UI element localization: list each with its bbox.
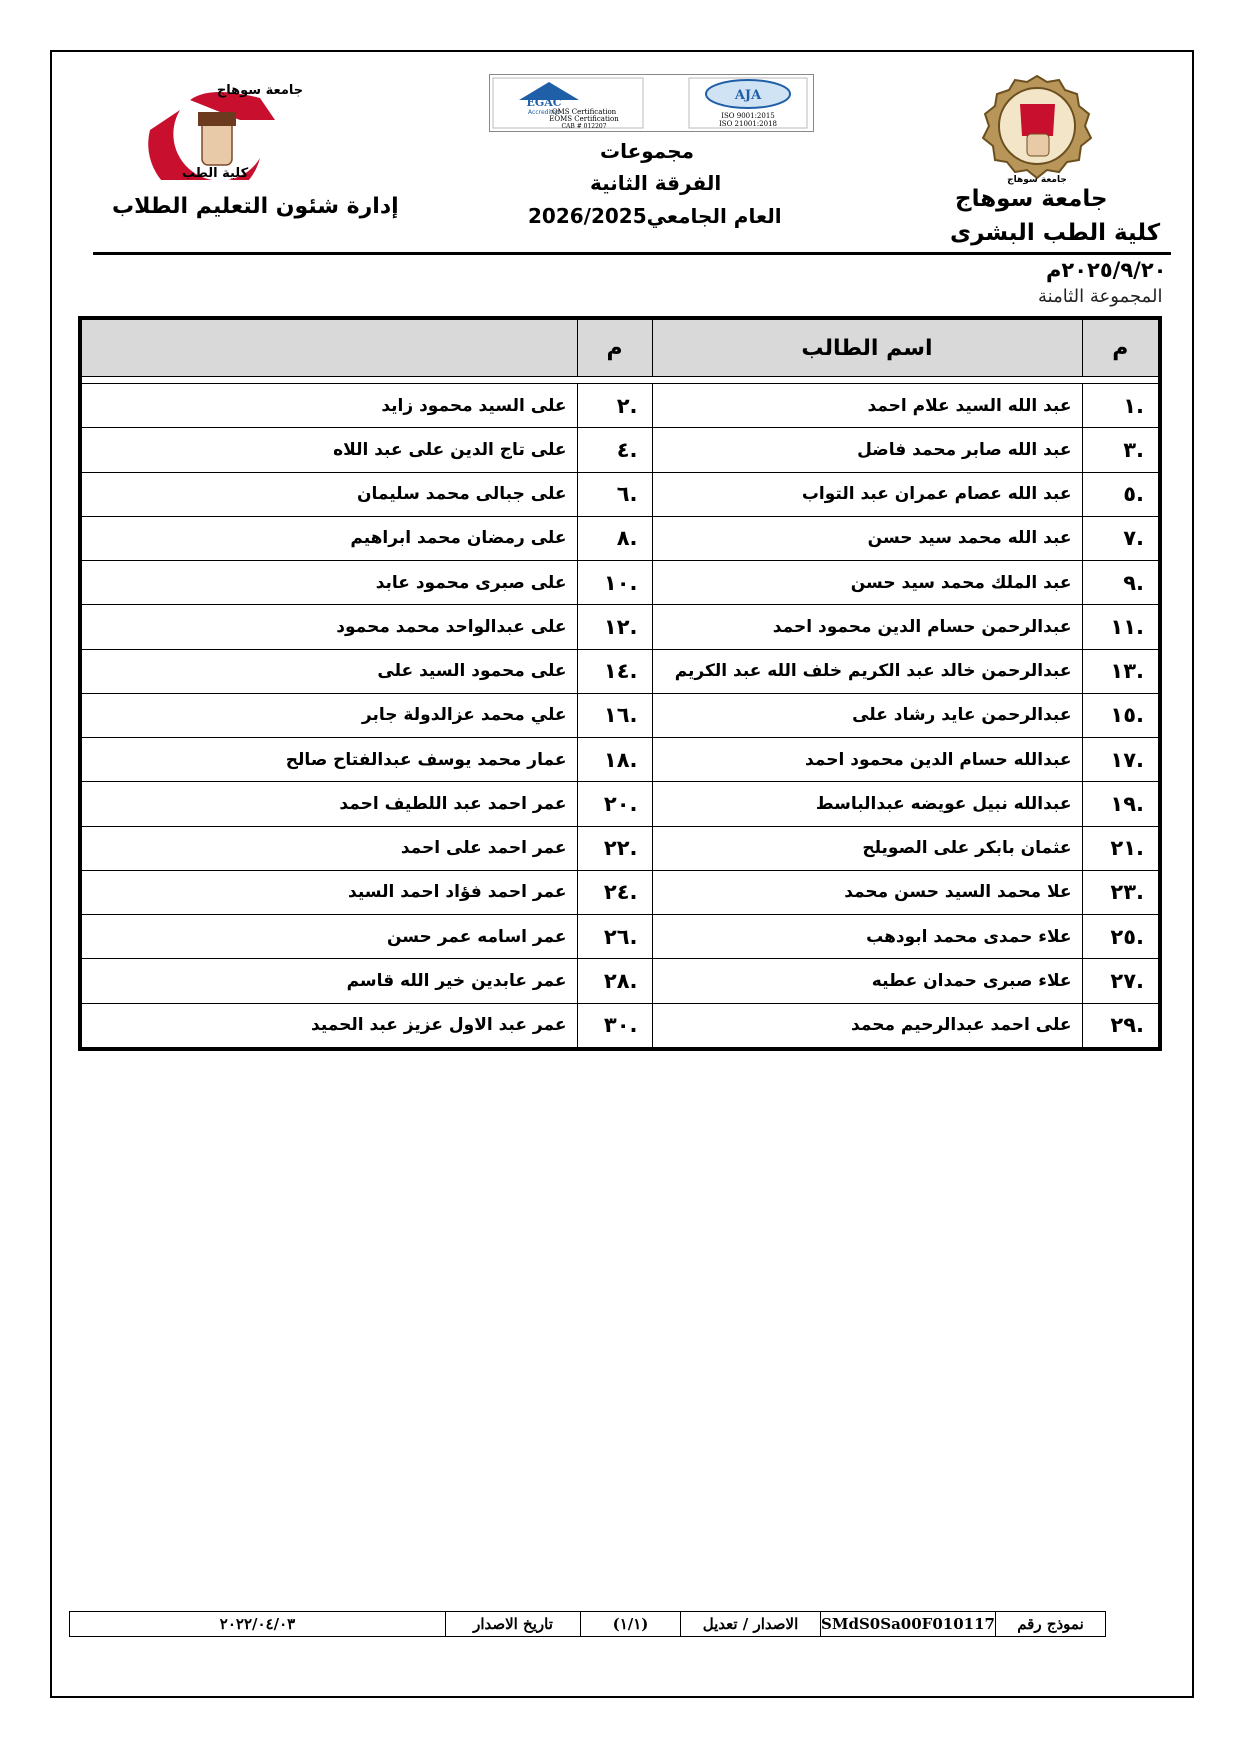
student-name: علي محمد عزالدولة جابر — [80, 693, 577, 737]
cert-egac: EGAC — [526, 96, 562, 109]
university-seal — [975, 74, 1100, 186]
seal-text: جامعة سوهاج — [1007, 175, 1067, 185]
row-number: .١٤ — [577, 649, 652, 693]
row-number: .٢٧ — [1082, 959, 1160, 1003]
row-number: .٧ — [1082, 516, 1160, 560]
edition-label: الاصدار / تعديل — [681, 1612, 821, 1637]
student-name: على جبالى محمد سليمان — [80, 472, 577, 516]
form-footer — [69, 1611, 1106, 1637]
group-label: المجموعة الثامنة — [1038, 286, 1163, 307]
svg-text:ISO 21001:2018: ISO 21001:2018 — [719, 120, 777, 128]
row-number: .١٧ — [1082, 738, 1160, 782]
row-number: .١٩ — [1082, 782, 1160, 826]
student-name: على رمضان محمد ابراهيم — [80, 516, 577, 560]
table-row — [80, 959, 1160, 1003]
table-row — [80, 915, 1160, 959]
row-number: .٢٢ — [577, 826, 652, 870]
col-header-num-2: م — [577, 318, 652, 377]
row-number: .٢٩ — [1082, 1003, 1160, 1049]
col-header-num: م — [1082, 318, 1160, 377]
logo-left-top-text: جامعة سوهاج — [216, 83, 304, 98]
student-name: عمر عابدين خير الله قاسم — [80, 959, 577, 1003]
row-number: .٢٣ — [1082, 870, 1160, 914]
university-name: جامعة سوهاج — [955, 186, 1108, 212]
table-row — [80, 693, 1160, 737]
table-row — [80, 561, 1160, 605]
row-number: .٥ — [1082, 472, 1160, 516]
row-number: .٢٠ — [577, 782, 652, 826]
student-name: على صبرى محمود عابد — [80, 561, 577, 605]
row-number: .٢٨ — [577, 959, 652, 1003]
title-line-2: الفرقة الثانية — [590, 171, 722, 195]
title-line-1: مجموعات — [600, 139, 695, 163]
student-name: عبد الله محمد سيد حسن — [652, 516, 1082, 560]
row-number: .٩ — [1082, 561, 1160, 605]
edition-value: (١/١) — [581, 1612, 681, 1637]
student-name: عمار محمد يوسف عبدالفتاح صالح — [80, 738, 577, 782]
svg-text:ISO 9001:2015: ISO 9001:2015 — [721, 112, 775, 120]
row-number: .٢ — [577, 384, 652, 428]
faculty-logo — [110, 80, 310, 180]
students-table — [78, 316, 1162, 1051]
table-row — [80, 649, 1160, 693]
student-name: علاء صبرى حمدان عطيه — [652, 959, 1082, 1003]
table-row — [80, 738, 1160, 782]
student-name: عمر احمد على احمد — [80, 826, 577, 870]
student-name: على تاج الدين على عبد اللاه — [80, 428, 577, 472]
table-header-row — [80, 318, 1160, 377]
header-divider — [93, 252, 1171, 255]
table-row — [80, 826, 1160, 870]
student-name: عبد الله عصام عمران عبد التواب — [652, 472, 1082, 516]
table-row — [80, 472, 1160, 516]
form-number-label: نموذج رقم — [996, 1612, 1106, 1637]
student-name: عمر احمد فؤاد احمد السيد — [80, 870, 577, 914]
svg-text:EOMS Certification: EOMS Certification — [549, 115, 619, 123]
row-number: .١٥ — [1082, 693, 1160, 737]
logo-left-bottom-text: كلية الطب — [181, 166, 249, 180]
row-number: .٦ — [577, 472, 652, 516]
student-name: على محمود السيد على — [80, 649, 577, 693]
student-name: عبد الله صابر محمد فاضل — [652, 428, 1082, 472]
student-name: عمر عبد الاول عزيز عبد الحميد — [80, 1003, 577, 1049]
certification-badges — [489, 74, 814, 132]
row-number: .٢٥ — [1082, 915, 1160, 959]
col-header-name-2 — [80, 318, 577, 377]
row-number: .١٦ — [577, 693, 652, 737]
student-name: علاء حمدى محمد ابودهب — [652, 915, 1082, 959]
student-name: عبدالرحمن عايد رشاد على — [652, 693, 1082, 737]
student-name: على عبدالواحد محمد محمود — [80, 605, 577, 649]
table-row — [80, 782, 1160, 826]
document-date: ٢٠٢٥/٩/٢٠م — [1046, 258, 1167, 282]
row-number: .٨ — [577, 516, 652, 560]
student-name: عبدالله نبيل عويضه عبدالباسط — [652, 782, 1082, 826]
student-name: على السيد محمود زايد — [80, 384, 577, 428]
table-row — [80, 384, 1160, 428]
issue-date: ٢٠٢٢/٠٤/٠٣ — [70, 1612, 446, 1637]
row-number: .٤ — [577, 428, 652, 472]
form-number: SMdS0Sa00F010117 — [821, 1612, 996, 1637]
svg-text:QMS Certification: QMS Certification — [551, 108, 617, 116]
student-name: علا محمد السيد حسن محمد — [652, 870, 1082, 914]
table-row — [80, 1003, 1160, 1049]
row-number: .١٠ — [577, 561, 652, 605]
issue-date-label: تاريخ الاصدار — [446, 1612, 581, 1637]
col-header-name: اسم الطالب — [652, 318, 1082, 377]
row-number: .٢٦ — [577, 915, 652, 959]
row-number: .٣٠ — [577, 1003, 652, 1049]
title-line-3: العام الجامعي2026/2025 — [528, 204, 782, 228]
svg-text:CAB # 012207: CAB # 012207 — [561, 123, 607, 130]
faculty-name: كلية الطب البشرى — [950, 220, 1161, 246]
student-name: على احمد عبدالرحيم محمد — [652, 1003, 1082, 1049]
table-row — [80, 605, 1160, 649]
row-number: .١٢ — [577, 605, 652, 649]
row-number: .٢١ — [1082, 826, 1160, 870]
table-row — [80, 870, 1160, 914]
student-name: عبدالرحمن خالد عبد الكريم خلف الله عبد الكريم — [652, 649, 1082, 693]
student-name: عبدالله حسام الدين محمود احمد — [652, 738, 1082, 782]
svg-text:Accredited: Accredited — [528, 109, 560, 116]
student-name: عمر اسامه عمر حسن — [80, 915, 577, 959]
row-number: .١٨ — [577, 738, 652, 782]
student-name: عبد الملك محمد سيد حسن — [652, 561, 1082, 605]
row-number: .١ — [1082, 384, 1160, 428]
row-number: .١١ — [1082, 605, 1160, 649]
student-name: عثمان بابكر على الصويلح — [652, 826, 1082, 870]
table-row — [80, 428, 1160, 472]
cert-aja: AJA — [734, 88, 762, 103]
student-name: عبد الله السيد علام احمد — [652, 384, 1082, 428]
table-row — [80, 516, 1160, 560]
student-name: عبدالرحمن حسام الدين محمود احمد — [652, 605, 1082, 649]
row-number: .١٣ — [1082, 649, 1160, 693]
row-number: .٣ — [1082, 428, 1160, 472]
student-name: عمر احمد عبد اللطيف احمد — [80, 782, 577, 826]
department-name: إدارة شئون التعليم الطلاب — [112, 194, 399, 219]
row-number: .٢٤ — [577, 870, 652, 914]
